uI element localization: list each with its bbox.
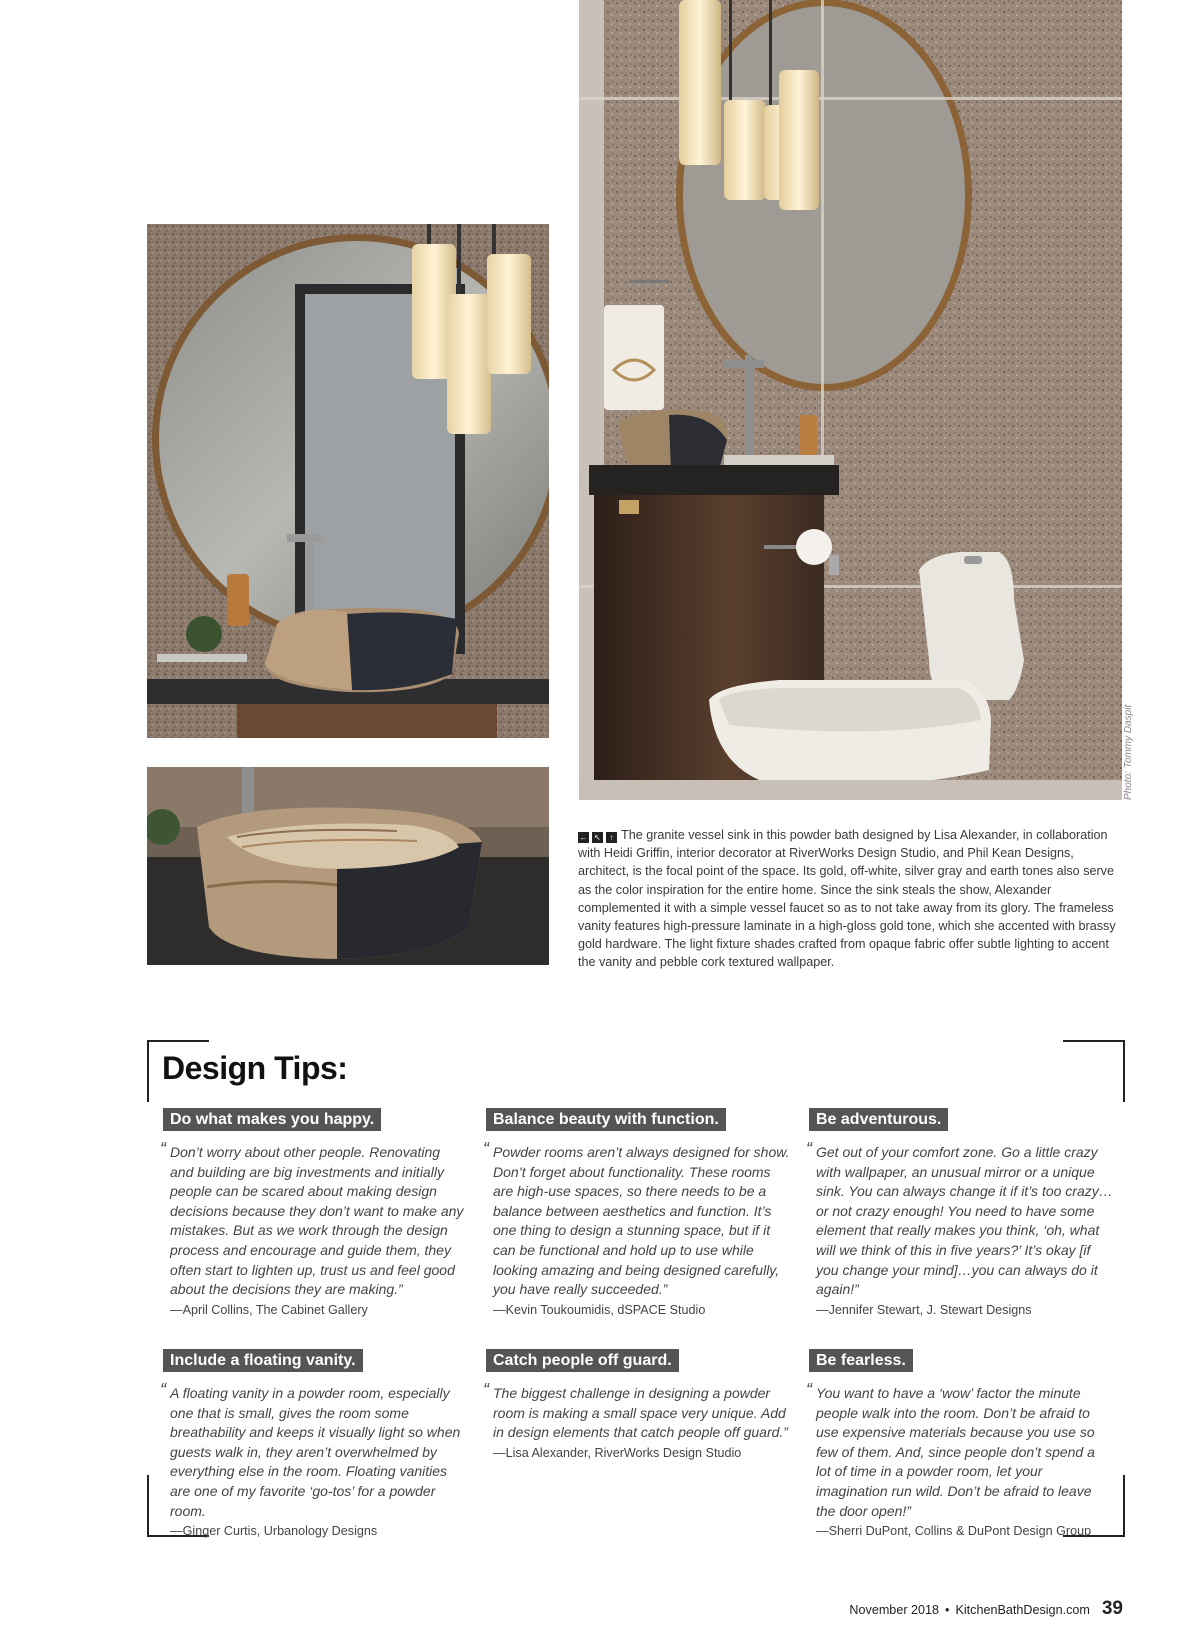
tip-quote: “ The biggest challenge in designing a powder room is making a small space very unique. Add in design elements that catch people off guard.” [485, 1384, 790, 1443]
frame-corner-top-right [1063, 1040, 1125, 1102]
tip-attribution: —Kevin Toukoumidis, dSPACE Studio [493, 1302, 706, 1317]
site-link[interactable]: KitchenBathDesign.com [955, 1603, 1090, 1617]
tip-attribution: —Lisa Alexander, RiverWorks Design Studio [493, 1445, 742, 1460]
tip-quote: “ A floating vanity in a powder room, especially one that is small, gives the room some breathability and keeps it visually light so when guests walk in, they aren’t overwhelmed by everything else in the room. Floating vanities are one of my favorite ‘go-tos’ for a powder room. [162, 1384, 467, 1521]
caption-arrows [578, 832, 617, 843]
tip-card [808, 1349, 1113, 1538]
page-footer [849, 1598, 1123, 1620]
tip-card [162, 1349, 467, 1538]
tip-quote: “ Get out of your comfort zone. Go a little crazy with wallpaper, an unusual mirror or a unique sink. You can always change it if it’s too crazy…or not crazy enough! You need to have some element that really makes you think, ‘oh, what will we think of this in five years?’ It’s okay [if you change your mind]…you can always do it again!” [808, 1143, 1113, 1300]
footer-separator: • [945, 1603, 950, 1617]
tip-label: Catch people off guard. [486, 1349, 679, 1372]
caption-text: The granite vessel sink in this powder bath designed by Lisa Alexander, in collaboration with Heidi Griffin, interior decorator at RiverWorks Design Studio, and Phil Kean Designs, architect, is the focal point of the space. Its gold, off-white, silver gray and earth tones also serve as the color inspiration for the entire home. Since the sink steals the show, Alexander complemented it with a simple vessel faucet so as to not take away from its glory. The frameless vanity features high-pressure laminate in a high-gloss gold tone, which she accented with brassy gold hardware. The light fixture shades crafted from opaque fabric offer subtle lighting to accent the vanity and pebble cork textured wallpaper. [578, 828, 1116, 970]
tip-attribution: —Sherri DuPont, Collins & DuPont Design Group [816, 1524, 1092, 1539]
tip-attribution: —Ginger Curtis, Urbanology Designs [170, 1524, 378, 1539]
up-left-arrow-icon: ↖ [592, 832, 603, 843]
design-tips-heading: Design Tips: [162, 1050, 348, 1086]
tip-label: Balance beauty with function. [486, 1108, 726, 1131]
tip-attribution: —Jennifer Stewart, J. Stewart Designs [816, 1302, 1032, 1317]
tip-card [485, 1349, 790, 1460]
tip-quote: “ You want to have a ‘wow’ factor the minute people walk into the room. Don’t be afraid to use expensive materials because you use so few of them. And, since people don’t spend a lot of time in a powder room, let your imagination run wild. Don’t be afraid to leave the door open!” [808, 1384, 1113, 1521]
up-arrow-icon: ↑ [606, 832, 617, 843]
tip-quote: “ Powder rooms aren’t always designed for show. Don’t forget about functionality. These rooms are high-use spaces, so there needs to be a balance between aesthetics and function. It’s one thing to design a stunning space, but if it can be functional and hold up to use while looking amazing and being designed carefully, you have really succeeded.” [485, 1143, 790, 1300]
vanity-mirror-photo [147, 224, 549, 738]
tip-card [808, 1108, 1113, 1317]
left-arrow-icon: ← [579, 833, 588, 842]
tip-card [485, 1108, 790, 1317]
tip-card [162, 1108, 467, 1317]
tip-label: Be adventurous. [809, 1108, 948, 1131]
sink-detail-photo [147, 767, 549, 965]
photo-credit: Photo: Tommy Daspit [1123, 704, 1134, 800]
tip-attribution: —April Collins, The Cabinet Gallery [170, 1302, 368, 1317]
photo-caption [578, 826, 1123, 972]
issue-date: November 2018 [849, 1603, 940, 1617]
tip-label: Be fearless. [809, 1349, 913, 1372]
tip-quote: “ Don’t worry about other people. Renovating and building are big investments and initially people can be scared about making design decisions because they don’t want to make any mistakes. But as we work through the design process and encourage and guide them, they often start to lighten up, trust us and feel good about the decisions they are making.” [162, 1143, 467, 1300]
page-number: 39 [1101, 1598, 1123, 1619]
tip-label: Do what makes you happy. [163, 1108, 381, 1131]
powder-room-photo [579, 0, 1122, 800]
tip-label: Include a floating vanity. [163, 1349, 363, 1372]
